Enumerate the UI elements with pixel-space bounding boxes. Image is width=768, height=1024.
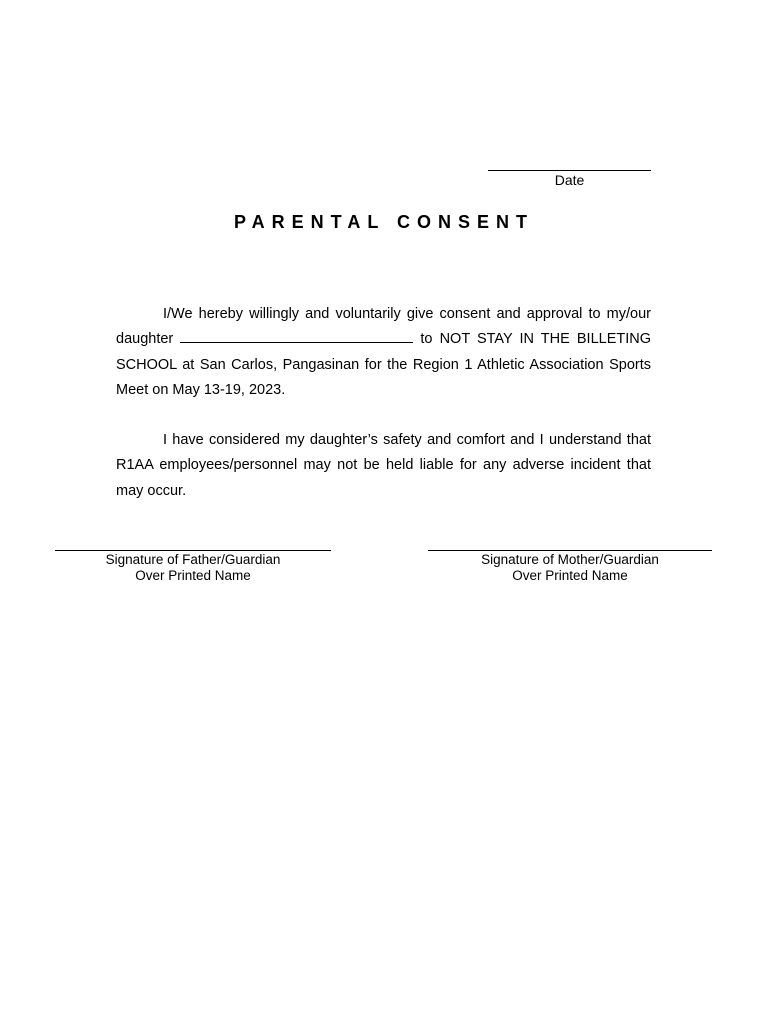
mother-signature-block	[428, 550, 712, 584]
father-signature-label: Signature of Father/Guardian	[105, 552, 281, 567]
mother-signature-line	[428, 550, 712, 551]
mother-signature-label: Signature of Mother/Guardian	[481, 552, 659, 567]
father-printed-name-label: Over Printed Name	[135, 568, 251, 583]
liability-text: I have considered my daughter’s safety and comfort and I understand that R1AA employees/personnel may not be held liable for any adverse incident that may occur.	[116, 432, 651, 499]
daughter-name-blank	[180, 328, 413, 343]
consent-text-end: to NOT STAY IN THE BILLETING SCHOOL at San Carlos, Pangasinan for the Region 1 Athletic Association Sports Meet on May 13-19, 2023.	[116, 331, 652, 398]
document-title: PARENTAL CONSENT	[233, 212, 534, 232]
father-signature-line	[55, 550, 331, 551]
date-field	[488, 170, 651, 189]
liability-paragraph	[116, 428, 651, 504]
consent-paragraph	[116, 302, 651, 403]
mother-printed-name-label: Over Printed Name	[512, 568, 628, 583]
consent-text-start: I/We hereby willingly and voluntarily give consent and approval to my/our daughter	[116, 306, 651, 348]
date-signature-line	[488, 170, 651, 171]
date-label: Date	[554, 172, 585, 188]
father-signature-block	[55, 550, 331, 584]
